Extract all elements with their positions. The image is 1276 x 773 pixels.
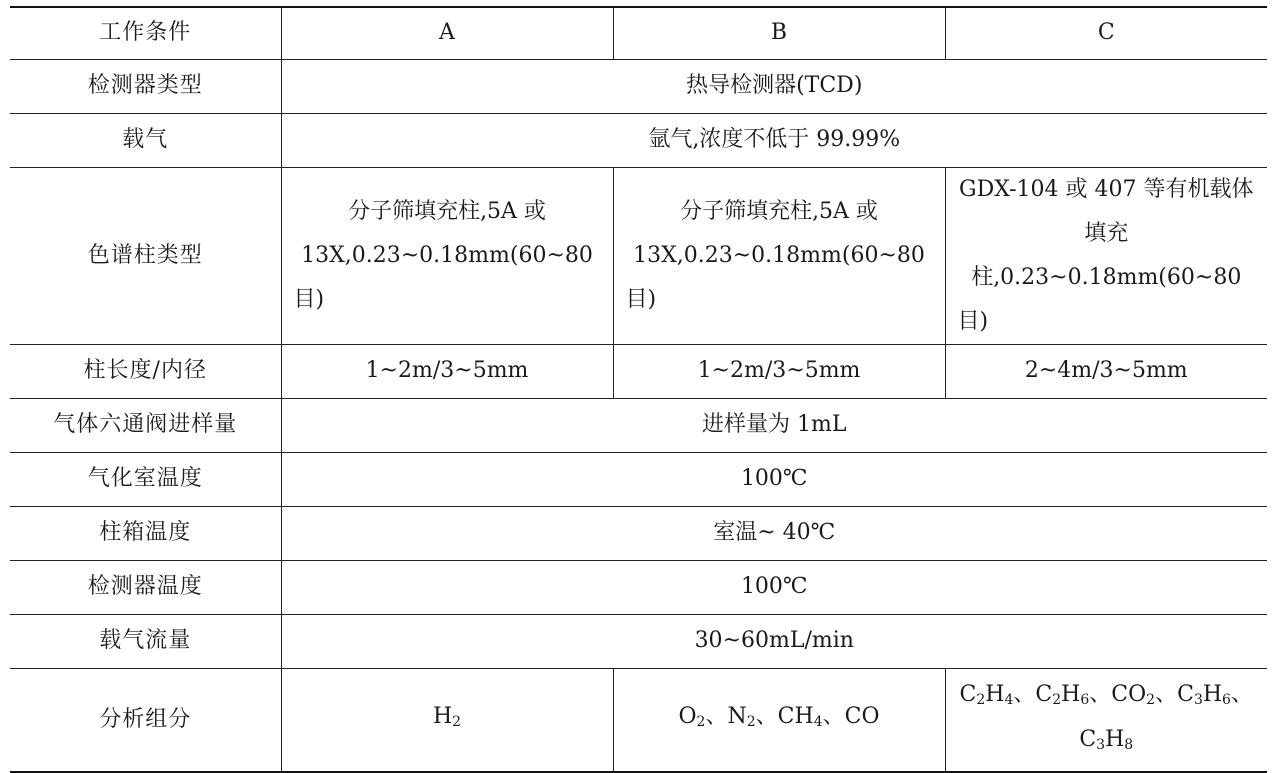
column-size-b: 1~2m/3~5mm xyxy=(613,344,945,398)
formula-separator: 、 xyxy=(1155,681,1178,707)
oven-temp-row xyxy=(10,506,1267,560)
column-size-label: 柱长度/内径 xyxy=(10,344,281,398)
header-label: 工作条件 xyxy=(10,7,281,59)
column-type-row xyxy=(10,167,1267,344)
column-size-c: 2~4m/3~5mm xyxy=(945,344,1267,398)
formula-separator: 、 xyxy=(1089,681,1112,707)
formula-main: H xyxy=(985,681,1005,707)
formula-main: H xyxy=(1061,681,1081,707)
formula-sub: 6 xyxy=(1080,691,1090,708)
formula-sub: 3 xyxy=(1193,691,1203,708)
flow-row xyxy=(10,614,1267,668)
components-label: 分析组分 xyxy=(10,668,281,772)
formula-main: C xyxy=(1177,681,1194,707)
oven-temp-label: 柱箱温度 xyxy=(10,506,281,560)
detector-temp-row xyxy=(10,560,1267,614)
detector-row xyxy=(10,59,1267,113)
formula-sub: 4 xyxy=(1004,691,1014,708)
flow-value: 30~60mL/min xyxy=(281,614,1267,668)
formula-main: H xyxy=(432,704,453,730)
formula-sub: 2 xyxy=(696,714,706,731)
formula-separator: 、 xyxy=(705,704,728,730)
formula-sub: 2 xyxy=(746,714,756,731)
injection-label: 气体六通阀进样量 xyxy=(10,398,281,452)
carrier-value: 氩气,浓度不低于 99.99% xyxy=(281,113,1267,167)
column-size-a: 1~2m/3~5mm xyxy=(281,344,613,398)
formula-main: C xyxy=(1079,726,1097,752)
vaporizer-temp-value: 100℃ xyxy=(281,452,1267,506)
column-type-a: 分子筛填充柱,5A 或 13X,0.23~0.18mm(60~80 目) xyxy=(281,167,613,344)
formula-separator: 、 xyxy=(822,704,845,730)
formula-main: H xyxy=(1202,681,1223,707)
detector-value: 热导检测器(TCD) xyxy=(281,59,1267,113)
components-b xyxy=(613,668,945,772)
formula-separator: 、 xyxy=(1230,681,1253,707)
formula-main: CO xyxy=(844,704,880,730)
formula-main: O xyxy=(678,704,697,730)
column-type-c: GDX-104 或 407 等有机载体填充柱,0.23~0.18mm(60~80 目) xyxy=(945,167,1267,344)
carrier-row xyxy=(10,113,1267,167)
carrier-label: 载气 xyxy=(10,113,281,167)
formula-main: N xyxy=(727,704,747,730)
formula-main: CO xyxy=(1111,681,1147,707)
gc-conditions-table xyxy=(10,6,1267,773)
formula-sub: 2 xyxy=(1146,691,1156,708)
header-col-c: C xyxy=(945,7,1267,59)
formula-sub: 2 xyxy=(1052,691,1062,708)
flow-label: 载气流量 xyxy=(10,614,281,668)
formula-main: C xyxy=(959,681,977,707)
column-type-label: 色谱柱类型 xyxy=(10,167,281,344)
formula-sub: 8 xyxy=(1124,736,1134,753)
formula-sub: 4 xyxy=(813,714,823,731)
header-row xyxy=(10,7,1267,59)
formula-sub: 3 xyxy=(1096,736,1106,753)
header-col-a: A xyxy=(281,7,613,59)
injection-row xyxy=(10,398,1267,452)
formula-separator: 、 xyxy=(1013,681,1036,707)
column-type-b: 分子筛填充柱,5A 或 13X,0.23~0.18mm(60~80 目) xyxy=(613,167,945,344)
vaporizer-temp-label: 气化室温度 xyxy=(10,452,281,506)
formula-sub: 6 xyxy=(1222,691,1231,708)
column-size-row xyxy=(10,344,1267,398)
detector-label: 检测器类型 xyxy=(10,59,281,113)
detector-temp-label: 检测器温度 xyxy=(10,560,281,614)
formula-main: CH xyxy=(777,704,814,730)
components-a xyxy=(281,668,613,772)
components-c xyxy=(945,668,1267,772)
formula-main: H xyxy=(1105,726,1125,752)
detector-temp-value: 100℃ xyxy=(281,560,1267,614)
components-row xyxy=(10,668,1267,772)
formula-sub: 2 xyxy=(452,714,462,731)
formula-sub: 2 xyxy=(976,691,986,708)
vaporizer-temp-row xyxy=(10,452,1267,506)
header-col-b: B xyxy=(613,7,945,59)
oven-temp-value: 室温~ 40℃ xyxy=(281,506,1267,560)
formula-main: C xyxy=(1035,681,1053,707)
injection-value: 进样量为 1mL xyxy=(281,398,1267,452)
formula-separator: 、 xyxy=(755,704,778,730)
